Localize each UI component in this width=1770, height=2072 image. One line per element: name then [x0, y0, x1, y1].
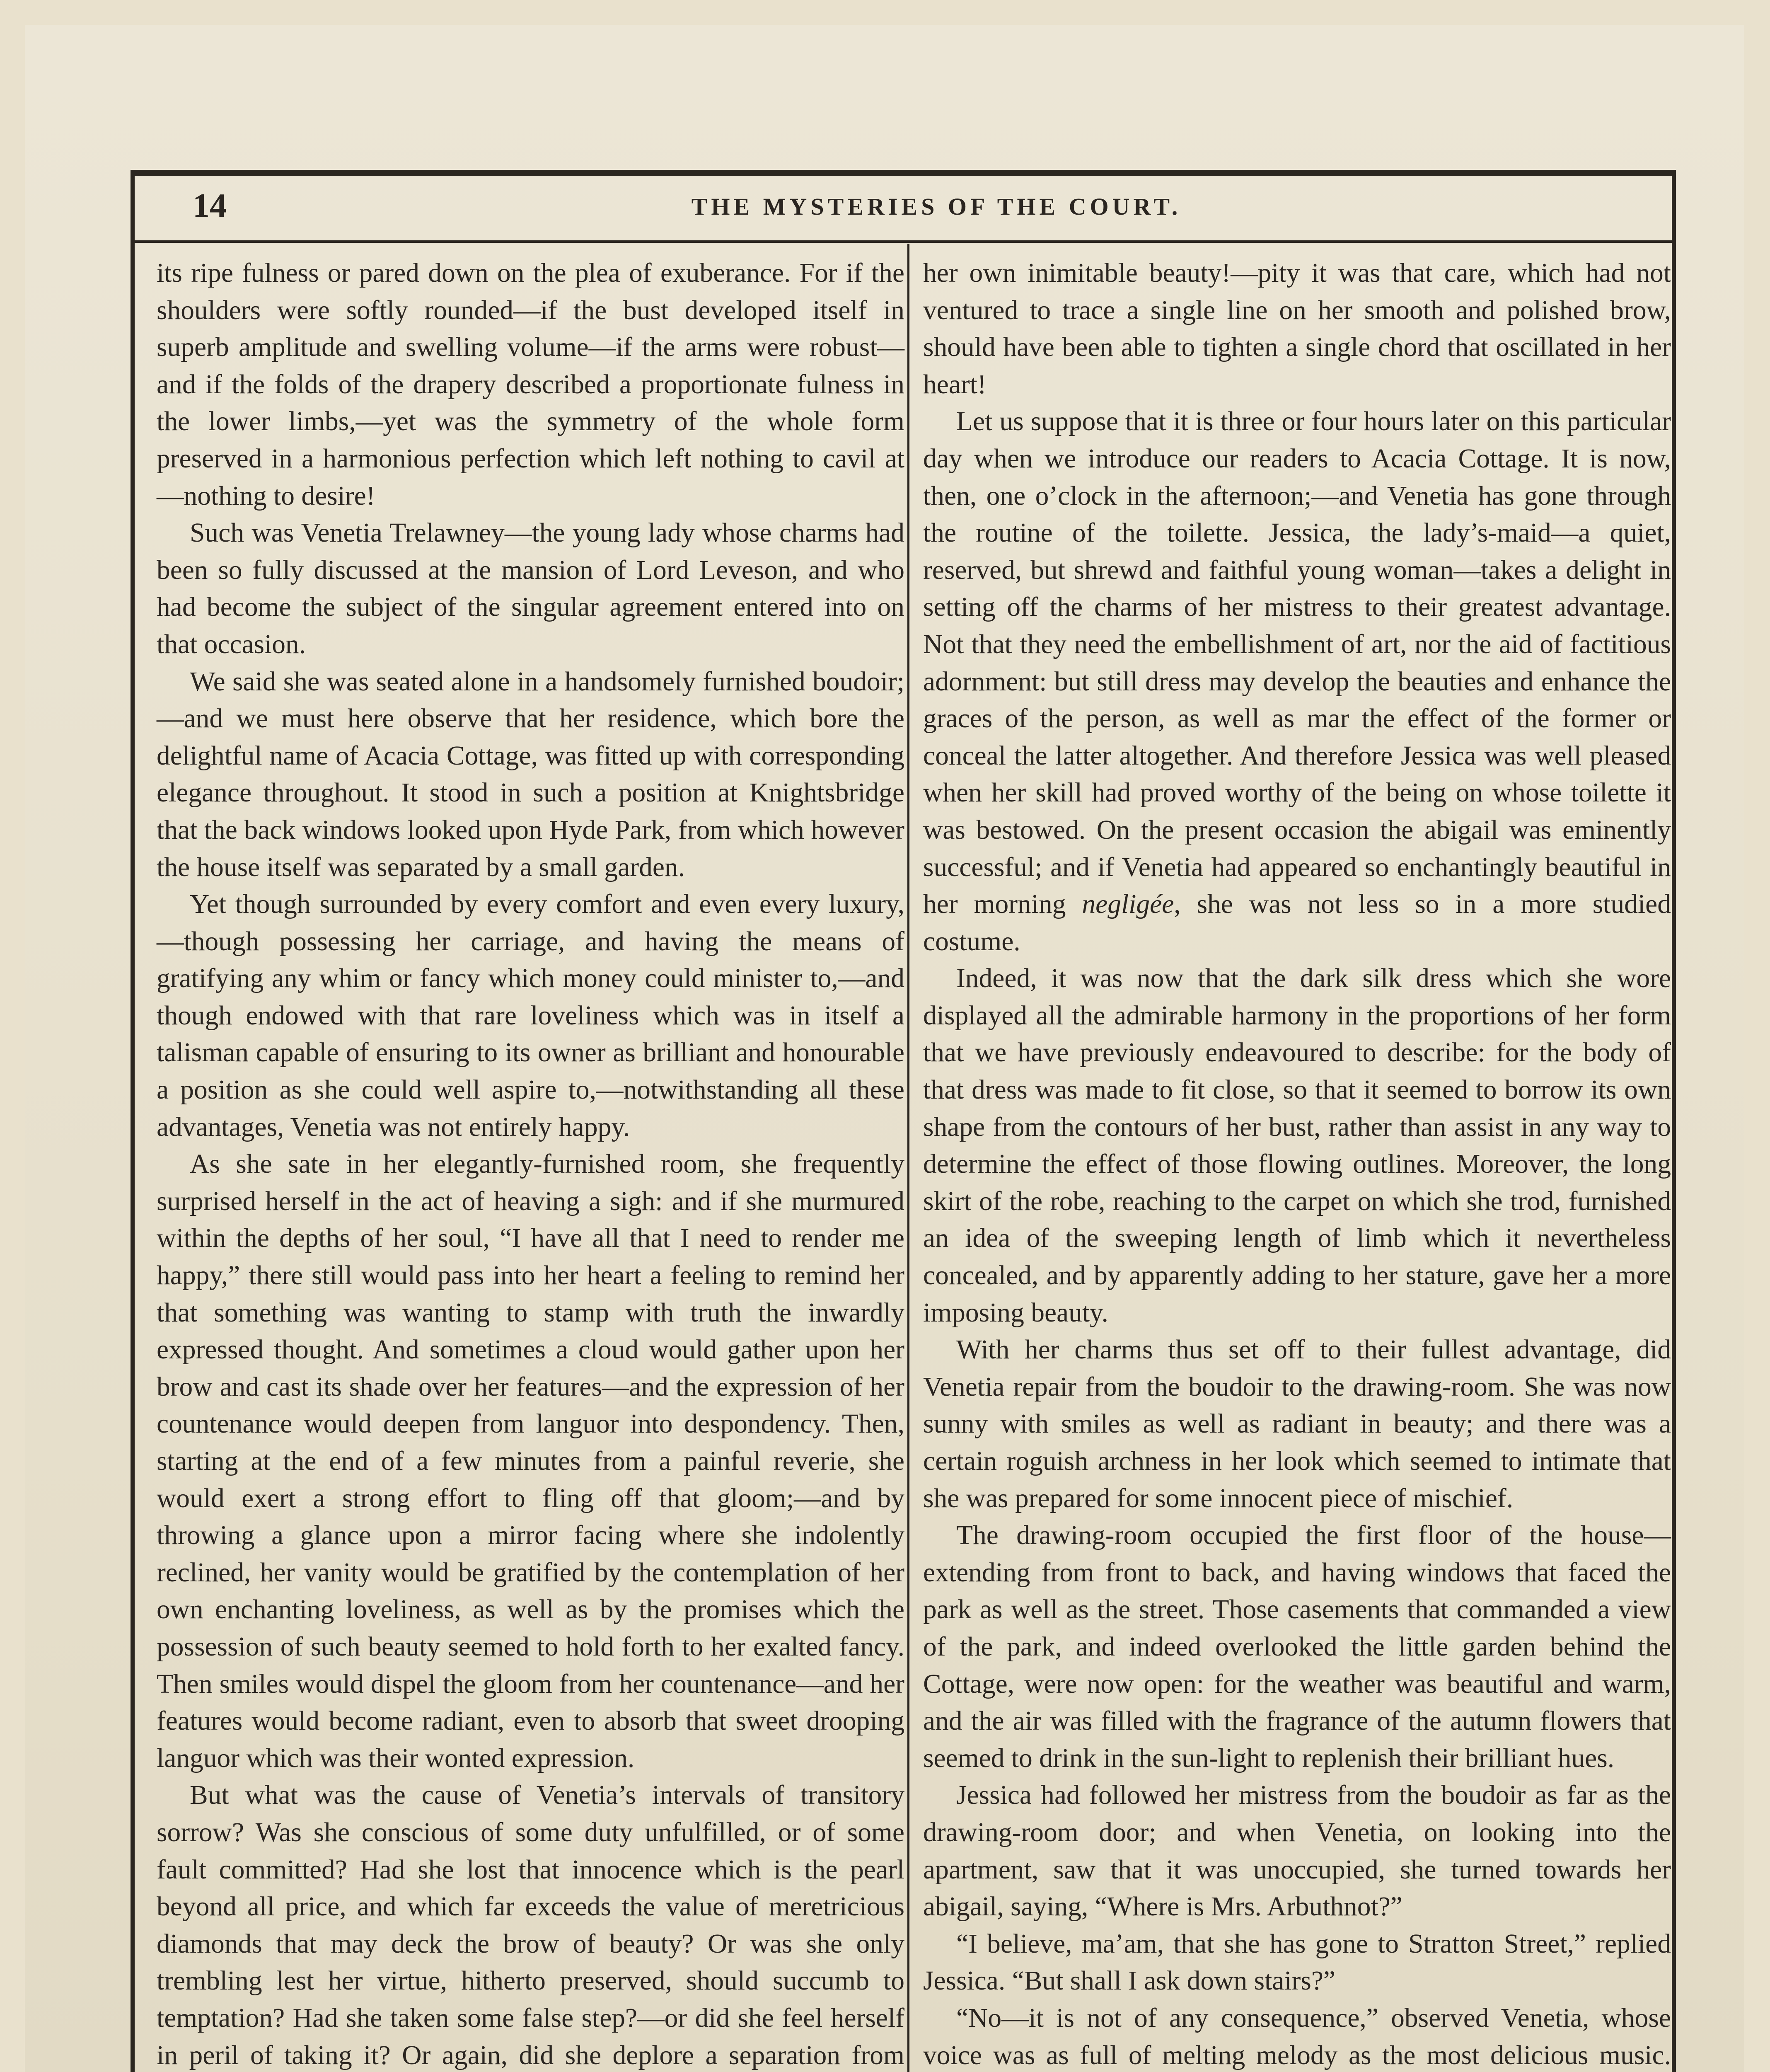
- paragraph-text: Let us suppose that it is three or four hours later on this particular day when we introduce our readers to Acacia Cottage. It is now, then, one o’clock in the afternoon;—and Venetia has gone through the routine of the toilette. Jessica, the lady’s-maid—a quiet, reserved, but shrewd and faithful young woman—takes a delight in setting off the charms of her mistress to their greatest advantage. Not that they need the embellishment of art, nor the aid of factitious adornment: but still dress may develop the beauties and enhance the graces of the person, as well as mar the effect of the former or conceal the latter altogether. And therefore Jessica was well pleased when her skill had proved worthy of the being on whose toilette it was bestowed. On the present occasion the abigail was eminently successful; and if Venetia had appeared so enchantingly beautiful in her morning: [923, 407, 1671, 920]
- left-border-rule: [131, 170, 135, 2072]
- paragraph: “No—it is not of any consequence,” observed Venetia, whose voice was as full of melting melody as the most delicious music.: [923, 2003, 1671, 2070]
- paragraph: Yet though surrounded by every comfort and even every luxury,—though possessing her carriage, and having the means of gratifying any whim or fancy which money could minister to,—and though endowed with that rare loveliness which was in itself a talisman capable of ensuring to its owner as brilliant and honourable a position as she could well aspire to,—notwithstanding all these advantages, Venetia was not entirely happy.: [157, 889, 904, 1142]
- header-rule: [131, 240, 1676, 243]
- paragraph: her own inimitable beauty!—pity it was that care, which had not ventured to trace a single line on her smooth and polished brow, should have been able to tighten a single chord that oscillated in her heart!: [923, 258, 1671, 399]
- paragraph: As she sate in her elegantly-furnished room, she frequently surprised herself in the act of heaving a sigh: and if she murmured within the depths of her soul, “I have all that I need to render me happy,” there still would pass into her heart a feeling to remind her that something was wanting to stamp with truth the inwardly expressed thought. And sometimes a cloud would gather upon her brow and cast its shade over her features—and the expression of her countenance would deepen from languor into despondency. Then, starting at the end of a few minutes from a painful reverie, she would exert a strong effort to fling off that gloom;—and by throwing a glance upon a mirror facing where she indolently reclined, her vanity would be gratified by the contemplation of her own enchanting loveliness, as well as by the promises which the possession of such beauty seemed to hold forth to her exalted fancy. Then smiles would dispel the gloom from her countenance—and her features would become radiant, even to absorb that sweet drooping languor which was their wonted expression.: [157, 1149, 904, 1773]
- right-column: [923, 255, 1671, 2072]
- paragraph: Indeed, it was now that the dark silk dress which she wore displayed all the admirable harmony in the proportions of her form that we have previously endeavoured to describe: for the body of that dress was made to fit close, so that it seemed to borrow its own shape from the contours of her bust, rather than assist in any way to determine the effect of those flowing outlines. Moreover, the long skirt of the robe, reaching to the carpet on which she trod, furnished an idea of the sweeping length of limb which it nevertheless concealed, and by apparently adding to her stature, gave her a more imposing beauty.: [923, 963, 1671, 1328]
- paragraph: With her charms thus set off to their fullest advantage, did Venetia repair from the boudoir to the drawing-room. She was now sunny with smiles as well as radiant in beauty; and there was a certain roguish archness in her look which seemed to intimate that she was prepared for some innocent piece of mischief.: [923, 1335, 1671, 1513]
- paragraph: But what was the cause of Venetia’s intervals of transitory sorrow? Was she conscious of some duty unfulfilled, or of some fault committed? Had she lost that innocence which is the pearl beyond all price, and which far exceeds the value of meretricious diamonds that may deck the brow of beauty? Or was she only trembling lest her virtue, hitherto preserved, should succumb to temptation? Had she taken some false step?—or did she feel herself in peril of taking it? Or again, did she deplore a separation from: [157, 1780, 904, 2070]
- paragraph-text: , she was not less so in a more studied costume.: [923, 889, 1671, 956]
- column-divider: [907, 244, 909, 2072]
- right-border-rule: [1672, 170, 1676, 2072]
- paragraph: [923, 403, 1671, 960]
- paragraph: The drawing-room occupied the first floor of the house—extending from front to back, and having windows that faced the park as well as the street. Those casements that commanded a view of the park, and indeed overlooked the little garden behind the Cottage, were now open: for the weather was beautiful and warm, and the air was filled with the fragrance of the autumn flowers that seemed to drink in the sun-light to replenish their brilliant hues.: [923, 1520, 1671, 1773]
- paragraph: Such was Venetia Trelawney—the young lady whose charms had been so fully discussed at the mansion of Lord Leveson, and who had become the subject of the singular agreement entered into on that occasion.: [157, 518, 904, 659]
- italic-word: negligée: [1082, 889, 1174, 920]
- book-page: [25, 25, 1744, 2072]
- paragraph: Jessica had followed her mistress from the boudoir as far as the drawing-room door; and when Venetia, on looking into the apartment, saw that it was unoccupied, she turned towards her abigail, saying, “Where is Mrs. Arbuthnot?”: [923, 1780, 1671, 1922]
- paragraph: its ripe fulness or pared down on the plea of exuberance. For if the shoulders were softly rounded—if the bust developed itself in superb amplitude and swelling volume—if the arms were robust—and if the folds of the drapery described a proportionate fulness in the lower limbs,—yet was the symmetry of the whole form preserved in a harmonious perfection which left nothing to cavil at—nothing to desire!: [157, 258, 904, 511]
- paragraph: “I believe, ma’am, that she has gone to Stratton Street,” replied Jessica. “But shall I ask down stairs?”: [923, 1929, 1671, 1996]
- running-title: THE MYSTERIES OF THE COURT.: [691, 193, 1182, 220]
- page-number: 14: [193, 186, 227, 224]
- paragraph: We said she was seated alone in a handsomely furnished boudoir;—and we must here observe that her residence, which bore the delightful name of Acacia Cottage, was fitted up with corresponding elegance throughout. It stood in such a position at Knightsbridge that the back windows looked upon Hyde Park, from which however the house itself was separated by a small garden.: [157, 666, 904, 882]
- left-column: [157, 255, 904, 2072]
- top-rule: [131, 170, 1676, 176]
